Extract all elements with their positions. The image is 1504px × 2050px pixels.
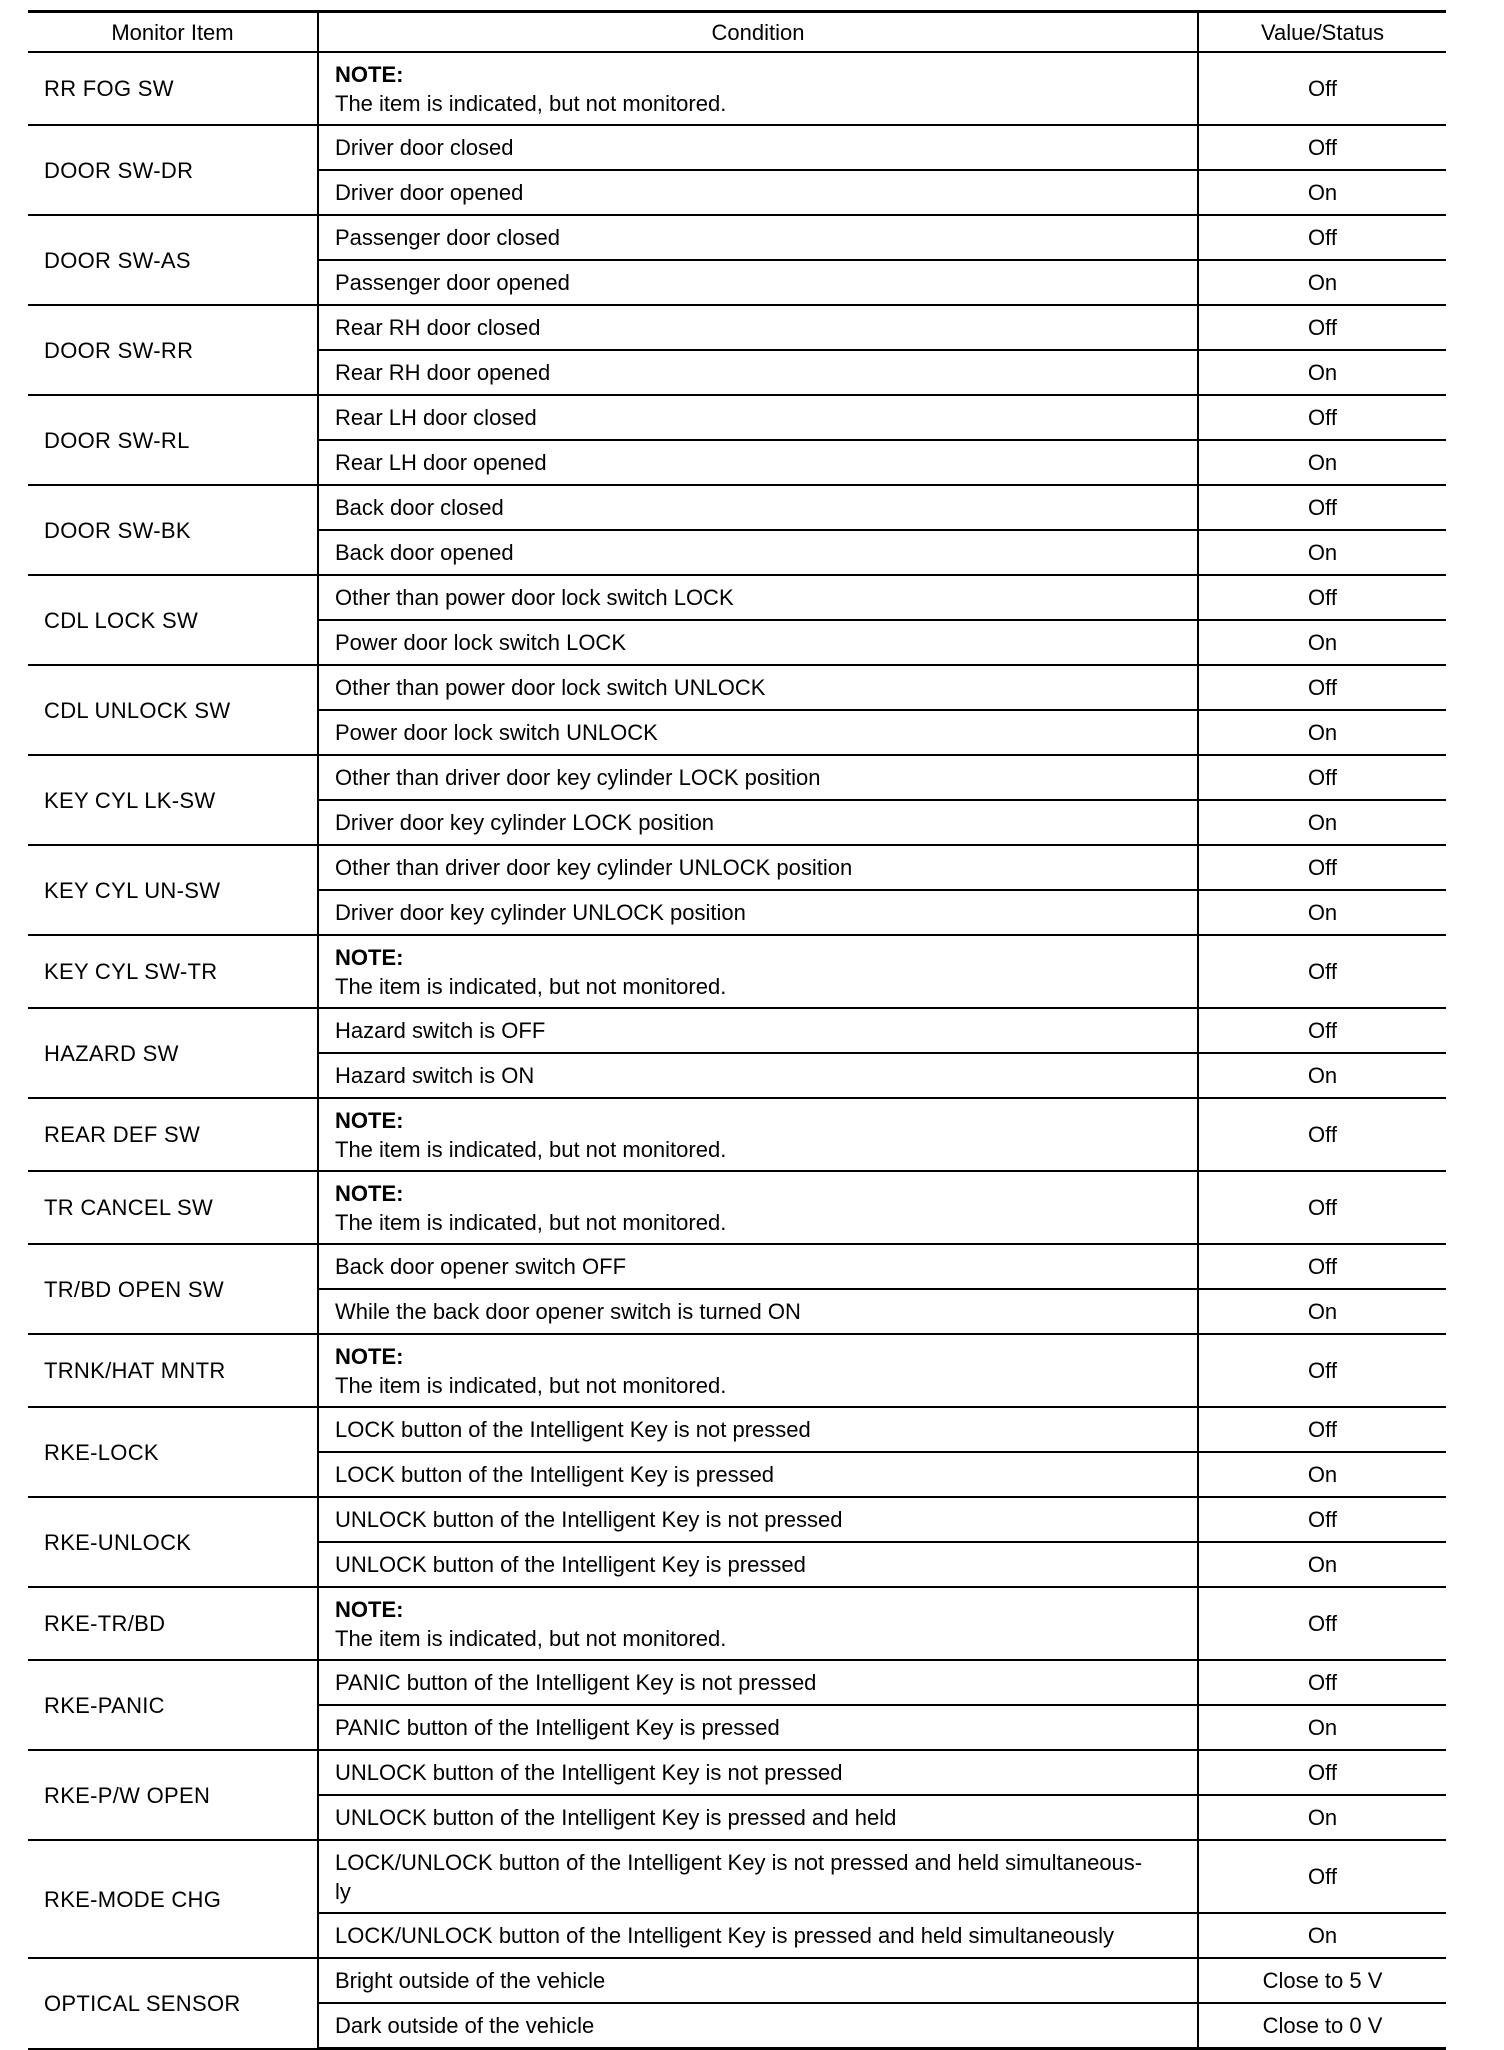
- table-row: [28, 575, 1446, 620]
- value-status-cell: On: [1198, 710, 1446, 755]
- monitor-item-cell: KEY CYL SW-TR: [28, 935, 318, 1008]
- monitor-item-cell: OPTICAL SENSOR: [28, 1958, 318, 2049]
- condition-cell: PANIC button of the Intelligent Key is pressed: [318, 1705, 1198, 1750]
- value-status-cell: Off: [1198, 1008, 1446, 1053]
- table-row: [28, 935, 1446, 1008]
- header-condition: Condition: [318, 12, 1198, 53]
- monitor-item-cell: TR/BD OPEN SW: [28, 1244, 318, 1334]
- value-status-cell: On: [1198, 440, 1446, 485]
- value-status-cell: On: [1198, 890, 1446, 935]
- condition-cell: [318, 1840, 1198, 1913]
- condition-cell: Back door closed: [318, 485, 1198, 530]
- table-row: [28, 1587, 1446, 1660]
- monitor-item-cell: DOOR SW-AS: [28, 215, 318, 305]
- condition-cell: LOCK button of the Intelligent Key is not pressed: [318, 1407, 1198, 1452]
- condition-text-line: ly: [335, 1878, 351, 1904]
- value-status-cell: On: [1198, 170, 1446, 215]
- value-status-cell: Close to 5 V: [1198, 1958, 1446, 2003]
- condition-cell: Driver door closed: [318, 125, 1198, 170]
- table-row: [28, 1244, 1446, 1289]
- condition-cell: Power door lock switch UNLOCK: [318, 710, 1198, 755]
- monitor-item-cell: TRNK/HAT MNTR: [28, 1334, 318, 1407]
- condition-cell: [318, 1587, 1198, 1660]
- value-status-cell: Off: [1198, 1660, 1446, 1705]
- value-status-cell: Off: [1198, 1587, 1446, 1660]
- monitor-item-cell: DOOR SW-RL: [28, 395, 318, 485]
- table-row: [28, 305, 1446, 350]
- condition-cell: [318, 1334, 1198, 1407]
- condition-cell: Other than power door lock switch LOCK: [318, 575, 1198, 620]
- monitor-item-cell: RKE-UNLOCK: [28, 1497, 318, 1587]
- monitor-item-cell: RKE-P/W OPEN: [28, 1750, 318, 1840]
- condition-cell: Power door lock switch LOCK: [318, 620, 1198, 665]
- condition-cell: [318, 52, 1198, 125]
- condition-cell: UNLOCK button of the Intelligent Key is pressed and held: [318, 1795, 1198, 1840]
- monitor-table: [28, 10, 1446, 2050]
- value-status-cell: On: [1198, 1289, 1446, 1334]
- condition-cell: Bright outside of the vehicle: [318, 1958, 1198, 2003]
- monitor-item-cell: TR CANCEL SW: [28, 1171, 318, 1244]
- note-label: NOTE:: [335, 1180, 404, 1206]
- table-body: [28, 52, 1446, 2049]
- note-text: The item is indicated, but not monitored.: [335, 1136, 727, 1162]
- condition-text-line: LOCK/UNLOCK button of the Intelligent Key is not pressed and held simultaneous-: [335, 1849, 1143, 1875]
- condition-cell: Driver door opened: [318, 170, 1198, 215]
- value-status-cell: Off: [1198, 935, 1446, 1008]
- condition-cell: Passenger door opened: [318, 260, 1198, 305]
- condition-cell: [318, 1098, 1198, 1171]
- value-status-cell: Off: [1198, 52, 1446, 125]
- condition-cell: While the back door opener switch is turned ON: [318, 1289, 1198, 1334]
- condition-cell: [318, 935, 1198, 1008]
- condition-cell: Hazard switch is OFF: [318, 1008, 1198, 1053]
- condition-cell: Driver door key cylinder UNLOCK position: [318, 890, 1198, 935]
- condition-cell: UNLOCK button of the Intelligent Key is not pressed: [318, 1750, 1198, 1795]
- monitor-item-cell: RKE-LOCK: [28, 1407, 318, 1497]
- value-status-cell: Off: [1198, 1497, 1446, 1542]
- table-header-row: [28, 12, 1446, 53]
- monitor-item-cell: DOOR SW-RR: [28, 305, 318, 395]
- note-label: NOTE:: [335, 1107, 404, 1133]
- value-status-cell: Off: [1198, 1407, 1446, 1452]
- value-status-cell: Off: [1198, 1171, 1446, 1244]
- note-text: The item is indicated, but not monitored.: [335, 1625, 727, 1651]
- table-row: [28, 1497, 1446, 1542]
- value-status-cell: On: [1198, 350, 1446, 395]
- table-row: [28, 1008, 1446, 1053]
- table-row: [28, 1958, 1446, 2003]
- table-row: [28, 845, 1446, 890]
- monitor-item-cell: RKE-TR/BD: [28, 1587, 318, 1660]
- table-row: [28, 1840, 1446, 1913]
- condition-cell: Rear RH door closed: [318, 305, 1198, 350]
- condition-cell: Other than power door lock switch UNLOCK: [318, 665, 1198, 710]
- condition-cell: Hazard switch is ON: [318, 1053, 1198, 1098]
- condition-cell: Back door opener switch OFF: [318, 1244, 1198, 1289]
- table-row: [28, 215, 1446, 260]
- condition-cell: Other than driver door key cylinder UNLOCK position: [318, 845, 1198, 890]
- table-row: [28, 125, 1446, 170]
- table-row: [28, 665, 1446, 710]
- value-status-cell: Off: [1198, 845, 1446, 890]
- table-row: [28, 755, 1446, 800]
- value-status-cell: Off: [1198, 485, 1446, 530]
- note-text: The item is indicated, but not monitored.: [335, 1209, 727, 1235]
- condition-cell: [318, 1171, 1198, 1244]
- value-status-cell: Off: [1198, 1334, 1446, 1407]
- monitor-item-cell: RKE-PANIC: [28, 1660, 318, 1750]
- header-monitor-item: Monitor Item: [28, 12, 318, 53]
- monitor-item-cell: KEY CYL LK-SW: [28, 755, 318, 845]
- condition-cell: PANIC button of the Intelligent Key is not pressed: [318, 1660, 1198, 1705]
- value-status-cell: On: [1198, 1542, 1446, 1587]
- condition-cell: Rear LH door closed: [318, 395, 1198, 440]
- note-label: NOTE:: [335, 944, 404, 970]
- note-label: NOTE:: [335, 61, 404, 87]
- value-status-cell: Off: [1198, 125, 1446, 170]
- condition-cell: Rear LH door opened: [318, 440, 1198, 485]
- value-status-cell: On: [1198, 1452, 1446, 1497]
- monitor-item-cell: RKE-MODE CHG: [28, 1840, 318, 1958]
- header-value-status: Value/Status: [1198, 12, 1446, 53]
- monitor-item-cell: RR FOG SW: [28, 52, 318, 125]
- value-status-cell: On: [1198, 260, 1446, 305]
- value-status-cell: On: [1198, 1053, 1446, 1098]
- table-row: [28, 1171, 1446, 1244]
- note-text: The item is indicated, but not monitored.: [335, 1372, 727, 1398]
- note-text: The item is indicated, but not monitored.: [335, 90, 727, 116]
- condition-cell: Other than driver door key cylinder LOCK position: [318, 755, 1198, 800]
- value-status-cell: Off: [1198, 1244, 1446, 1289]
- table-row: [28, 485, 1446, 530]
- condition-cell: LOCK button of the Intelligent Key is pressed: [318, 1452, 1198, 1497]
- table-row: [28, 395, 1446, 440]
- value-status-cell: On: [1198, 1705, 1446, 1750]
- value-status-cell: On: [1198, 800, 1446, 845]
- value-status-cell: On: [1198, 1795, 1446, 1840]
- note-label: NOTE:: [335, 1343, 404, 1369]
- value-status-cell: Off: [1198, 305, 1446, 350]
- monitor-item-cell: DOOR SW-DR: [28, 125, 318, 215]
- monitor-item-cell: REAR DEF SW: [28, 1098, 318, 1171]
- condition-cell: Dark outside of the vehicle: [318, 2003, 1198, 2049]
- value-status-cell: Close to 0 V: [1198, 2003, 1446, 2049]
- value-status-cell: Off: [1198, 755, 1446, 800]
- condition-cell: UNLOCK button of the Intelligent Key is not pressed: [318, 1497, 1198, 1542]
- condition-cell: UNLOCK button of the Intelligent Key is pressed: [318, 1542, 1198, 1587]
- value-status-cell: Off: [1198, 665, 1446, 710]
- table-row: [28, 1098, 1446, 1171]
- table-row: [28, 1750, 1446, 1795]
- value-status-cell: Off: [1198, 1840, 1446, 1913]
- value-status-cell: Off: [1198, 575, 1446, 620]
- note-label: NOTE:: [335, 1596, 404, 1622]
- value-status-cell: Off: [1198, 1098, 1446, 1171]
- table-row: [28, 1407, 1446, 1452]
- table-row: [28, 52, 1446, 125]
- monitor-item-cell: KEY CYL UN-SW: [28, 845, 318, 935]
- condition-cell: Driver door key cylinder LOCK position: [318, 800, 1198, 845]
- note-text: The item is indicated, but not monitored.: [335, 973, 727, 999]
- value-status-cell: Off: [1198, 1750, 1446, 1795]
- monitor-item-cell: CDL UNLOCK SW: [28, 665, 318, 755]
- value-status-cell: Off: [1198, 395, 1446, 440]
- condition-cell: LOCK/UNLOCK button of the Intelligent Key is pressed and held simultaneously: [318, 1913, 1198, 1958]
- value-status-cell: On: [1198, 530, 1446, 575]
- monitor-item-cell: CDL LOCK SW: [28, 575, 318, 665]
- condition-cell: Passenger door closed: [318, 215, 1198, 260]
- monitor-item-cell: DOOR SW-BK: [28, 485, 318, 575]
- value-status-cell: On: [1198, 620, 1446, 665]
- monitor-item-cell: HAZARD SW: [28, 1008, 318, 1098]
- value-status-cell: Off: [1198, 215, 1446, 260]
- monitor-item-document: [28, 10, 1446, 2050]
- table-row: [28, 1660, 1446, 1705]
- table-row: [28, 1334, 1446, 1407]
- value-status-cell: On: [1198, 1913, 1446, 1958]
- condition-cell: Rear RH door opened: [318, 350, 1198, 395]
- condition-cell: Back door opened: [318, 530, 1198, 575]
